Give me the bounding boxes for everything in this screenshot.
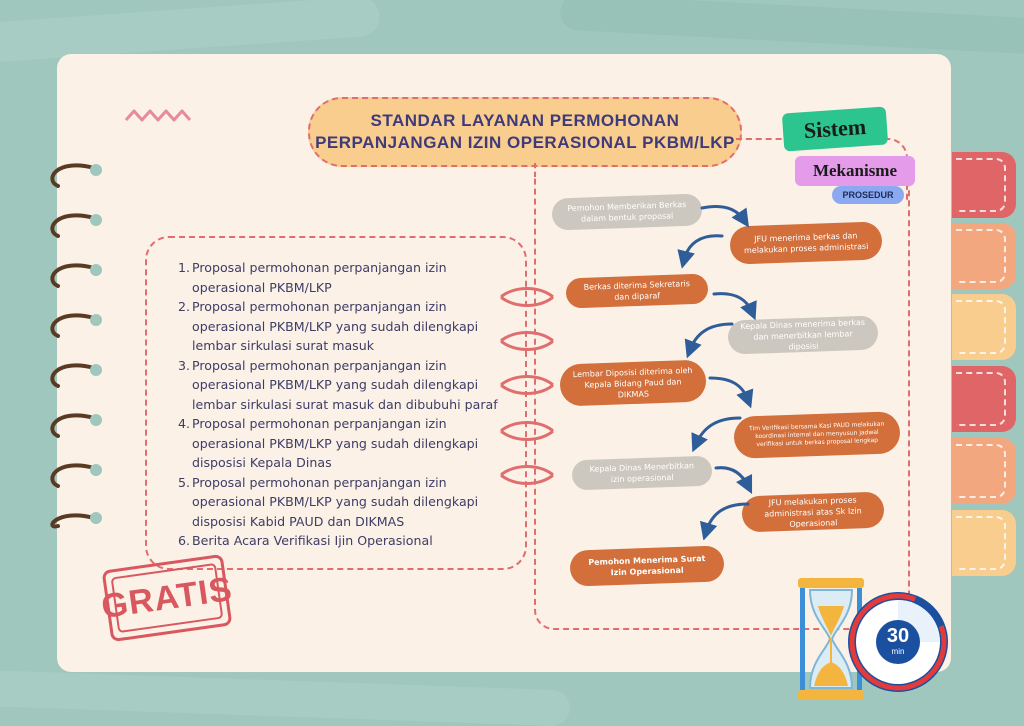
list-item: [176, 356, 506, 415]
arrow-right-icon: [714, 294, 752, 312]
flow-step-text: Kepala Dinas Menerbitkan izin operasional: [589, 461, 695, 485]
list-number: 1.: [177, 260, 190, 275]
list-item: [176, 258, 506, 297]
spiral-binding: [36, 150, 108, 530]
flow-step-text: Kepala Dinas menerima berkas dan menerbitkan lembar diposisi: [740, 317, 866, 352]
notebook-tab: [952, 366, 1016, 432]
flow-step-text: JFU melakukan proses administrasi atas Sk Izin Operasional: [764, 494, 862, 529]
flow-step: [569, 545, 724, 586]
list-text: Proposal permohonan perpanjangan izin operasional PKBM/LKP yang sudah dilengkapi lembar sirkulasi surat masuk dan dibubuhi paraf: [192, 357, 498, 412]
arrow-left-icon: [690, 324, 732, 350]
prosedur-badge: [832, 186, 904, 204]
list-number: 5.: [177, 474, 190, 490]
list-item: [176, 473, 506, 532]
arrow-right-icon: [716, 468, 748, 486]
mekanisme-label: Mekanisme: [812, 161, 898, 180]
list-text: Berita Acara Verifikasi Ijin Operasional: [192, 533, 433, 548]
timer-value: 30: [886, 625, 910, 647]
title-line-2: PERPANJANGAN IZIN OPERASIONAL PKBM/LKP: [315, 133, 735, 152]
notebook-tab: [952, 223, 1016, 289]
notebook-tab: [952, 294, 1016, 360]
arrow-left-icon: [684, 236, 722, 260]
bg-stroke: [559, 0, 1024, 55]
notebook-tab: [952, 510, 1016, 576]
mekanisme-badge: [795, 156, 915, 186]
list-item: [176, 414, 506, 473]
notebook-tab: [952, 438, 1016, 504]
list-text: Proposal permohonan perpanjangan izin operasional PKBM/LKP yang sudah dilengkapi disposisi Kepala Dinas: [192, 416, 479, 470]
sistem-badge: [782, 106, 888, 151]
arrow-right-icon: [710, 378, 748, 400]
flow-step-text: Berkas diterima Sekretaris dan diparaf: [583, 279, 691, 302]
list-text: Proposal permohonan perpanjangan izin operasional PKBM/LKP yang sudah dilengkapi disposisi Kabid PAUD dan DIKMAS: [192, 474, 479, 529]
list-number: 3.: [177, 357, 190, 373]
list-text: Proposal permohonan perpanjangan izin operasional PKBM/LKP: [192, 260, 447, 295]
notebook-tab: [952, 152, 1016, 218]
list-number: 4.: [177, 416, 190, 431]
prosedur-label: PROSEDUR: [842, 190, 894, 200]
requirements-list: [176, 258, 506, 551]
arrow-right-icon: [702, 207, 744, 221]
list-item: [176, 297, 506, 356]
title-line-1: STANDAR LAYANAN PERMOHONAN: [370, 111, 680, 130]
list-text: Proposal permohonan perpanjangan izin operasional PKBM/LKP yang sudah dilengkapi lembar sirkulasi surat masuk: [192, 299, 479, 353]
flow-step-text: JFU menerima berkas dan melakukan proses administrasi: [743, 231, 869, 256]
flow-step-text: Pemohon Memberikan Berkas dalam bentuk proposal: [567, 199, 687, 224]
timer-unit: min: [891, 647, 905, 656]
arrow-left-icon: [706, 504, 748, 532]
list-item: [176, 531, 506, 551]
gratis-label: GRATIS: [98, 569, 235, 626]
sistem-label: Sistem: [802, 113, 867, 144]
list-number: 2.: [177, 299, 190, 314]
arrow-left-icon: [696, 418, 740, 444]
flow-step-text: Pemohon Menerima Surat Izin Operasional: [588, 553, 706, 578]
flow-arrows: [660, 200, 770, 540]
flow-step-text: Tim Verifikasi bersama Kasi PAUD melakukan koordinasi internal dan menyusun jadwal verifikasi untuk berkas proposal lengkap: [748, 420, 885, 449]
bg-stroke: [0, 670, 570, 726]
page-title: [308, 97, 742, 167]
list-number: 6.: [177, 533, 190, 548]
squiggle-decoration: [124, 106, 196, 126]
flow-step-text: Lembar Diposisi diterima oleh Kepala Bidang Paud dan DIKMAS: [572, 365, 693, 400]
